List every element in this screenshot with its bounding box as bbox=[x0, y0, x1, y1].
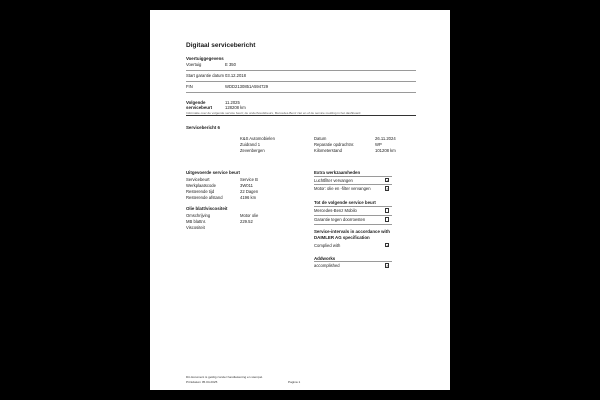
next-service-label-2: servicebeurt bbox=[186, 104, 213, 110]
divider bbox=[314, 206, 392, 207]
divider bbox=[186, 81, 416, 82]
report-date-value: 26.11.2024 bbox=[375, 135, 396, 141]
oil-heading: Olie blatt/viscositeit bbox=[186, 206, 228, 211]
rust-warranty-label: Garantie tegen doorroesten bbox=[314, 217, 366, 222]
air-filter-checkbox: ✓ bbox=[386, 177, 390, 183]
viscosity-label: Viscositeit bbox=[186, 225, 205, 230]
repair-order-value: WP bbox=[375, 141, 382, 147]
workshop-code-value: 3W011 bbox=[240, 182, 253, 188]
vehicle-model-value: E 350 bbox=[225, 61, 236, 67]
until-next-heading: Tot de volgende service beurt bbox=[314, 200, 376, 205]
remaining-distance-value: 4196 km bbox=[240, 194, 257, 200]
warranty-start-value: 03.12.2018 bbox=[225, 72, 246, 78]
footer-page-number: Pagina 1 bbox=[288, 380, 301, 384]
intervals-heading-2: DAIMLER AG specification bbox=[314, 235, 370, 240]
accomplished-checkbox: ✓ bbox=[386, 263, 390, 269]
repair-order-label: Reparatie opdrachtnr. bbox=[314, 141, 355, 147]
oil-description-label: Omschrijving bbox=[186, 213, 211, 218]
oil-sheet-label: MB blattnr. bbox=[186, 219, 207, 224]
odometer-value: 101208 km bbox=[375, 147, 396, 153]
next-service-label-1: Volgende bbox=[186, 99, 206, 105]
divider bbox=[186, 92, 416, 93]
footer-validity-note: Dit document is geldig zonder handtekening en stempel. bbox=[186, 374, 264, 379]
next-service-km: 128208 km bbox=[225, 104, 246, 110]
remaining-time-value: 22 Dagen bbox=[240, 188, 259, 194]
oil-filter-label: Motor: olie en -filter vervangen bbox=[314, 186, 371, 191]
divider bbox=[314, 261, 392, 262]
report-date-label: Datum bbox=[314, 135, 327, 141]
addworks-heading: Addworks bbox=[314, 255, 336, 261]
oil-description-value: Motor olie bbox=[240, 213, 259, 218]
divider bbox=[314, 184, 392, 185]
mobilo-checkbox bbox=[385, 208, 389, 212]
rust-warranty-checkbox bbox=[385, 217, 389, 221]
intervals-heading-1: Service-intervals in accordance with bbox=[314, 229, 390, 234]
next-service-date: 11.2025 bbox=[225, 99, 240, 105]
workshop-code-label: Werkplaatscode bbox=[186, 182, 216, 188]
service-report-page bbox=[150, 10, 450, 390]
dealer-name: K&S Automobielen bbox=[240, 135, 275, 141]
dealer-city: Zevenbergen bbox=[240, 147, 265, 153]
mobilo-label: Mercedes-Benz Mobilo bbox=[314, 208, 357, 213]
divider bbox=[314, 176, 392, 177]
performed-heading: Uitgevoerde service beurt bbox=[186, 170, 240, 175]
document-title: Digitaal servicebericht bbox=[186, 42, 256, 49]
service-type-label: Servicebeurt bbox=[186, 176, 210, 182]
oil-sheet-value: 229.52 bbox=[240, 219, 253, 224]
vehicle-model-label: Voertuig bbox=[186, 61, 202, 67]
remaining-time-label: Resterende tijd bbox=[186, 188, 215, 194]
dealer-street: Zuidrand 1 bbox=[240, 141, 261, 147]
oil-filter-checkbox: ✓ bbox=[386, 186, 390, 192]
air-filter-label: Luchtfilter vervangen bbox=[314, 177, 353, 183]
odometer-label: Kilometerstand bbox=[314, 147, 342, 153]
extra-work-heading: Extra werkzaamheden bbox=[314, 170, 361, 175]
divider bbox=[314, 224, 392, 225]
accomplished-label: accomplished bbox=[314, 263, 340, 268]
divider bbox=[314, 215, 392, 216]
divider bbox=[186, 115, 416, 116]
vehicle-heading: Voertuiggegevens bbox=[186, 56, 224, 61]
complied-checkbox: ✓ bbox=[386, 242, 390, 248]
fin-label: FIN bbox=[186, 83, 193, 89]
report-heading: Servicebericht 6 bbox=[186, 125, 220, 130]
footer-print-date: Printdatum 05.04.2025 bbox=[186, 380, 218, 384]
next-service-note: Informatie over de volgende service beurt; de onderhoudsbeurs, Mercedes-Benz ziet en of de service melding in het dashboard bbox=[186, 110, 361, 115]
service-type-value: Service B bbox=[240, 176, 258, 182]
warranty-start-label: Start garantie datum bbox=[186, 72, 224, 78]
remaining-distance-label: Resterende afstand bbox=[186, 194, 223, 200]
fin-value: WDD2130851A594729 bbox=[225, 83, 269, 89]
complied-label: Complied with bbox=[314, 242, 341, 248]
divider bbox=[186, 70, 416, 71]
